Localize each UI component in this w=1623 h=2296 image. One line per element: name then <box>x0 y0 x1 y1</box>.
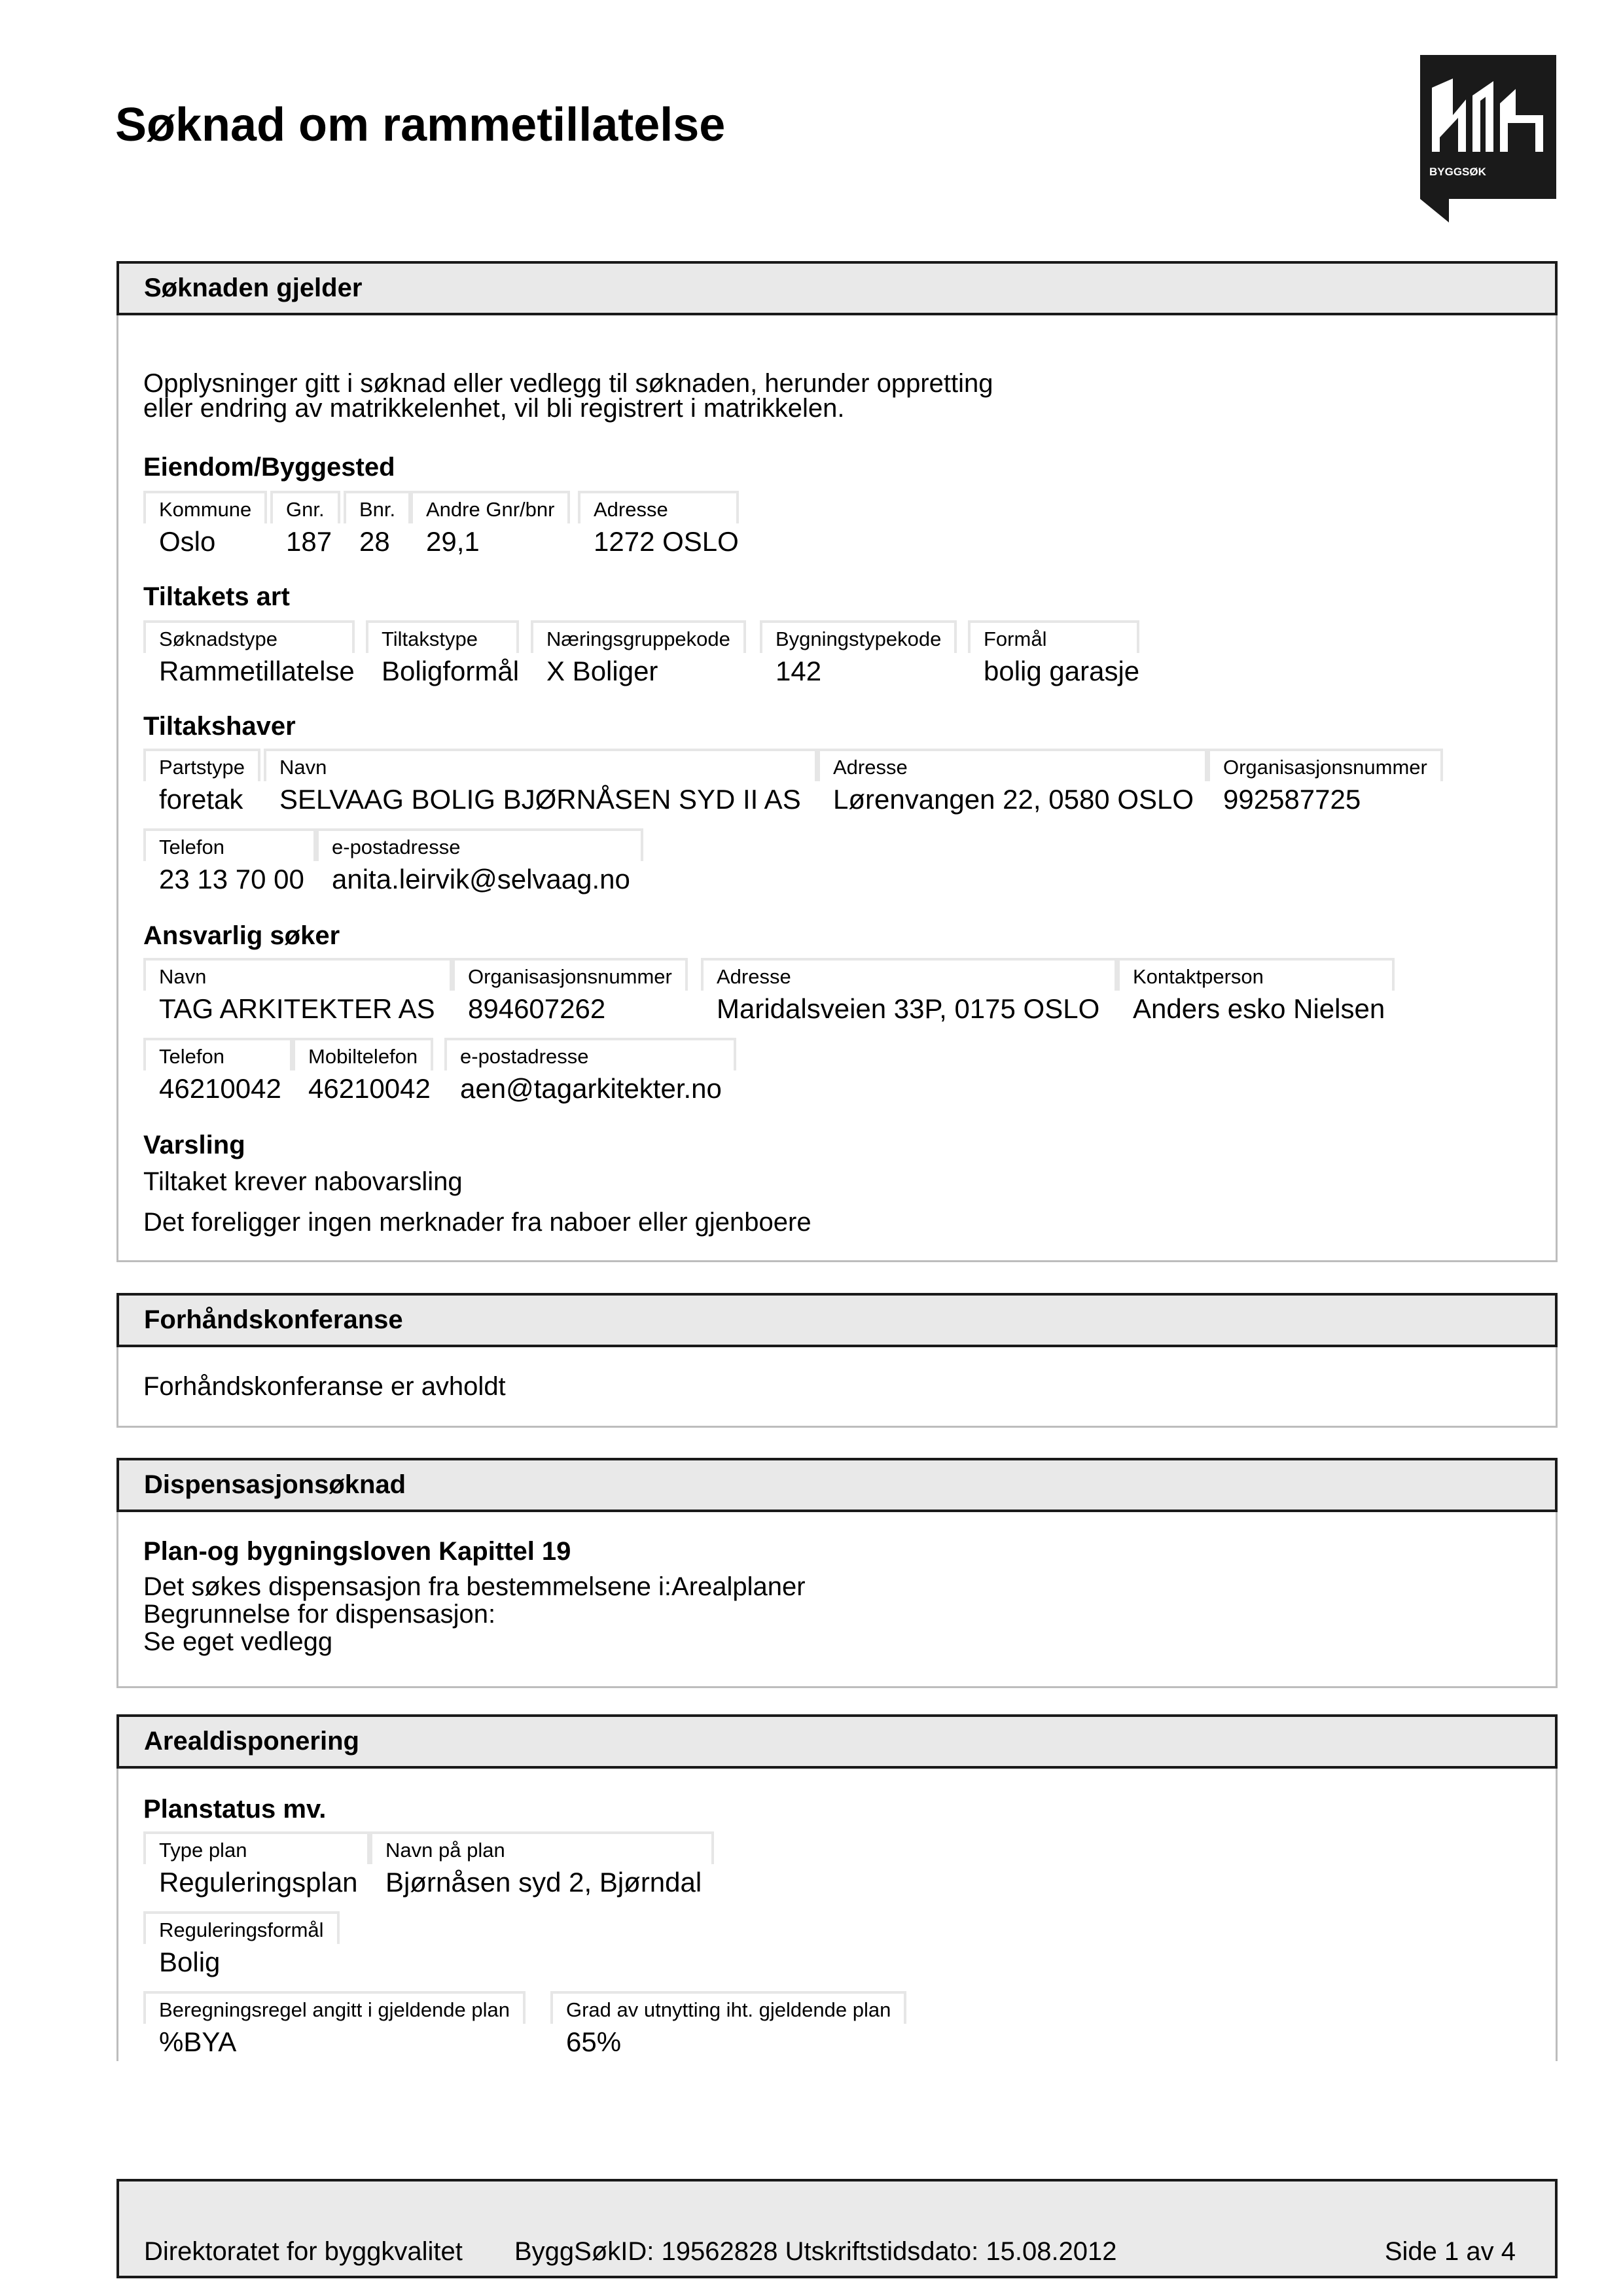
section-forhandskonferanse <box>116 1293 1558 1428</box>
field-bnr: Bnr. 28 <box>344 491 411 560</box>
field-tiltakshaver-epost: e-postadresse anita.leirvik@selvaag.no <box>316 828 643 898</box>
page-footer <box>116 2179 1558 2278</box>
field-mobiltelefon: Mobiltelefon 46210042 <box>293 1038 433 1107</box>
field-type-plan: Type plan Reguleringsplan <box>143 1831 370 1901</box>
varsling-line1: Tiltaket krever nabovarsling <box>143 1167 463 1196</box>
field-andre-gnr-bnr: Andre Gnr/bnr 29,1 <box>410 491 570 560</box>
field-tiltakshaver-navn: Navn SELVAAG BOLIG BJØRNÅSEN SYD II AS <box>264 749 817 818</box>
eiendom-heading: Eiendom/Byggested <box>143 453 395 482</box>
dispensasjon-line1: Det søkes dispensasjon fra bestemmelsene i:Arealplaner <box>143 1572 806 1601</box>
field-ansvarlig-orgnr: Organisasjonsnummer 894607262 <box>452 958 688 1027</box>
field-gnr: Gnr. 187 <box>270 491 340 560</box>
field-grad-av-utnytting: Grad av utnytting iht. gjeldende plan 65% <box>550 1991 906 2060</box>
field-ansvarlig-adresse: Adresse Maridalsveien 33P, 0175 OSLO <box>701 958 1117 1027</box>
intro-text-line2: eller endring av matrikkelenhet, vil bli registrert i matrikkelen. <box>143 394 845 423</box>
field-adresse: Adresse 1272 OSLO <box>578 491 739 560</box>
footer-byggsok-id: ByggSøkID: 19562828 Utskriftstidsdato: 15.08.2012 <box>514 2237 1117 2266</box>
section-header: Søknaden gjelder <box>116 261 1558 315</box>
field-soknadstype: Søknadstype Rammetillatelse <box>143 620 355 690</box>
field-ansvarlig-navn: Navn TAG ARKITEKTER AS <box>143 958 452 1027</box>
field-tiltakshaver-adresse: Adresse Lørenvangen 22, 0580 OSLO <box>817 749 1207 818</box>
field-ansvarlig-epost: e-postadresse aen@tagarkitekter.no <box>444 1038 736 1107</box>
field-naeringsgruppekode: Næringsgruppekode X Boliger <box>531 620 746 690</box>
dispensasjon-line2: Begrunnelse for dispensasjon: <box>143 1600 496 1629</box>
section-soknaden-gjelder <box>116 261 1558 1262</box>
section-header: Forhåndskonferanse <box>116 1293 1558 1347</box>
field-formal: Formål bolig garasje <box>968 620 1139 690</box>
field-reguleringsformal: Reguleringsformål Bolig <box>143 1911 340 1981</box>
field-kommune: Kommune Oslo <box>143 491 267 560</box>
section-dispensasjonsoknad <box>116 1458 1558 1688</box>
field-navn-pa-plan: Navn på plan Bjørnåsen syd 2, Bjørndal <box>370 1831 714 1901</box>
dispensasjon-heading: Plan-og bygningsloven Kapittel 19 <box>143 1537 571 1566</box>
planstatus-heading: Planstatus mv. <box>143 1795 327 1824</box>
page-title: Søknad om rammetillatelse <box>115 99 726 151</box>
field-partstype: Partstype foretak <box>143 749 260 818</box>
tiltakshaver-heading: Tiltakshaver <box>143 712 296 741</box>
tiltakets-art-heading: Tiltakets art <box>143 582 290 611</box>
forhandskonferanse-text: Forhåndskonferanse er avholdt <box>143 1372 506 1401</box>
varsling-line2: Det foreligger ingen merknader fra naboer eller gjenboere <box>143 1208 812 1237</box>
footer-page-number: Side 1 av 4 <box>1384 2237 1516 2266</box>
field-tiltakshaver-orgnr: Organisasjonsnummer 992587725 <box>1207 749 1443 818</box>
section-header: Arealdisponering <box>116 1714 1558 1769</box>
section-header: Dispensasjonsøknad <box>116 1458 1558 1512</box>
field-beregningsregel: Beregningsregel angitt i gjeldende plan %BYA <box>143 1991 526 2060</box>
field-kontaktperson: Kontaktperson Anders esko Nielsen <box>1117 958 1395 1027</box>
field-tiltakstype: Tiltakstype Boligformål <box>366 620 519 690</box>
field-ansvarlig-telefon: Telefon 46210042 <box>143 1038 293 1107</box>
varsling-heading: Varsling <box>143 1131 245 1159</box>
ansvarlig-soker-heading: Ansvarlig søker <box>143 921 340 950</box>
logo-text: BYGGSØK <box>1429 166 1486 178</box>
section-arealdisponering <box>116 1714 1558 2061</box>
intro-text-line1: Opplysninger gitt i søknad eller vedlegg til søknaden, herunder oppretting <box>143 369 993 398</box>
dispensasjon-line3: Se eget vedlegg <box>143 1627 333 1656</box>
byggsok-logo <box>1420 55 1556 222</box>
field-bygningstypekode: Bygningstypekode 142 <box>760 620 957 690</box>
footer-organization: Direktoratet for byggkvalitet <box>144 2237 463 2266</box>
field-tiltakshaver-telefon: Telefon 23 13 70 00 <box>143 828 316 898</box>
